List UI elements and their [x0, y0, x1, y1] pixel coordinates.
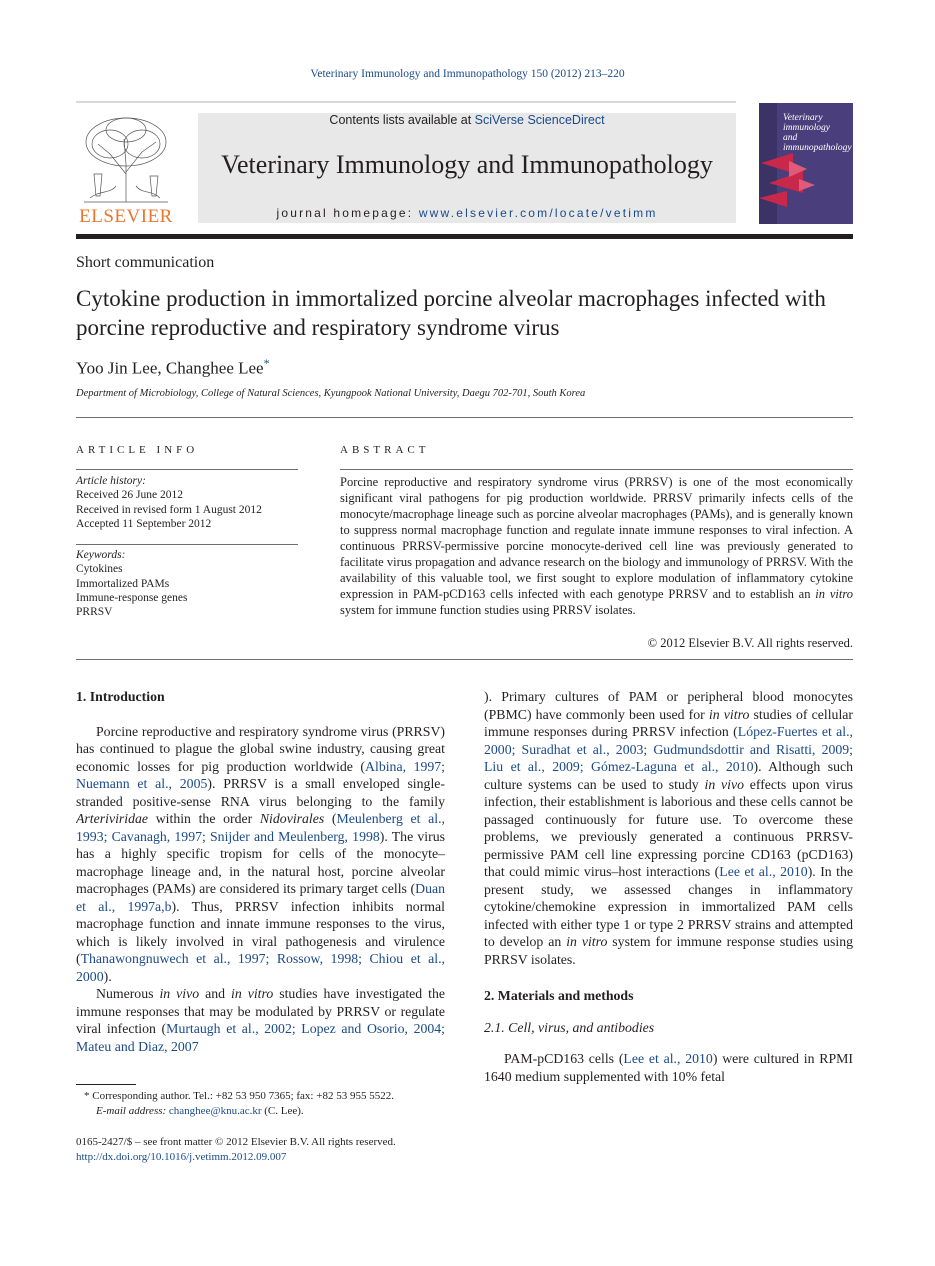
abstract-text [340, 474, 853, 618]
left-column [76, 688, 445, 1070]
abstract-heading: ABSTRACT [340, 444, 430, 456]
article-history [76, 474, 298, 531]
email-label: E-mail address: [96, 1105, 169, 1117]
journal-title: Veterinary Immunology and Immunopathology [221, 150, 713, 179]
email-link[interactable]: changhee@knu.ac.kr [168, 1105, 262, 1117]
front-matter [76, 1135, 496, 1165]
text: system for immune response studies using PRRSV isolates. [484, 934, 854, 967]
received-date: Received 26 June 2012 [76, 489, 183, 502]
text: ). In the present study, we assessed changes in inflammatory cytokine/chemokine expression in immortalized PAM cells infected with either type 1 or type 2 PRRSV strains and attempted to develop an [484, 864, 853, 949]
paragraph-spacer [484, 1036, 853, 1050]
affiliation-divider [76, 417, 853, 418]
keyword: Cytokines [76, 563, 123, 576]
cover-line: immunology [783, 123, 830, 133]
author-list [76, 356, 270, 379]
email-note [76, 1104, 456, 1119]
intro-paragraph-1 [76, 723, 445, 986]
text: Arteriviridae [76, 811, 149, 826]
text: ). Primary cultures of PAM or peripheral blood monocytes (PBMC) have commonly been used for [484, 689, 853, 722]
section-spacer [484, 968, 853, 987]
text: ). PRRSV is a small enveloped single-stranded positive-sense RNA virus belonging to the family [76, 776, 445, 809]
abstract-divider [340, 469, 853, 470]
text: ). Although such culture systems can be used to study [484, 759, 853, 792]
citation-link[interactable]: López-Fuertes et al., 2000; Suradhat et al., 2003; Gudmundsdottir and Risatti, 2009; Liu et al., 2009; Gómez-Laguna et al., 2010 [484, 724, 853, 774]
cover-line: immunopathology [783, 143, 852, 153]
abstract-part: system for immune function studies using PRRSV isolates. [340, 603, 636, 617]
intro-paragraph-2 [76, 985, 445, 1055]
text: ). Thus, PRRSV infection inhibits normal macrophage function and innate immune responses to the virus, which is likely involved in viral pathogenesis and virulence ( [76, 898, 445, 966]
citation-link[interactable]: Albina, 1997; Nuemann et al., 2005 [76, 758, 445, 791]
text: effects upon virus infection, their establishment is laborious and these cells cannot be passaged continuously for future use. To overcome these problems, we previously generated a continuous PRRSV-permissive PAM cell line expressing porcine CD163 (pCD163) that could mimic virus–host interactions ( [484, 776, 853, 879]
text: ). The virus has a highly specific tropism for cells of the monocyte–macrophage lineage and, in the natural host, porcine alveolar macrophages (PAMs) are considered its primary target cells ( [76, 828, 445, 896]
keywords-label: Keywords: [76, 549, 126, 561]
citation-link[interactable]: Meulenberg et al., 1993; Cavanagh, 1997; Snijder and Meulenberg, 1998 [76, 811, 445, 844]
journal-homepage [198, 206, 736, 220]
text: in vitro [708, 706, 750, 722]
journal-banner [198, 113, 736, 223]
citation-link[interactable]: Duan et al., 1997a,b [76, 881, 445, 914]
text: and [199, 986, 231, 1001]
article-info-heading: ARTICLE INFO [76, 444, 199, 456]
affiliation: Department of Microbiology, College of Natural Sciences, Kyungpook National University, Daegu 702-701, South Korea [76, 388, 586, 399]
citation-link[interactable]: Lee et al., 2010 [623, 1051, 713, 1066]
citation-link[interactable]: Lee et al., 2010 [719, 864, 808, 879]
keyword: PRRSV [76, 606, 113, 619]
header-divider [76, 101, 736, 103]
heading-spacer [76, 706, 445, 723]
homepage-prefix: journal homepage: [276, 206, 419, 220]
accepted-date: Accepted 11 September 2012 [76, 517, 212, 530]
info-divider [76, 469, 298, 470]
methods-heading: 2. Materials and methods [484, 988, 634, 1003]
text: ). [103, 968, 112, 984]
subheading-spacer [484, 1005, 853, 1019]
footnote-star: * [84, 1090, 90, 1102]
methods-subheading: 2.1. Cell, virus, and antibodies [484, 1019, 655, 1035]
cover-title [783, 113, 851, 153]
abstract-part: Porcine reproductive and respiratory syndrome virus (PRRSV) is one of the most economically significant viral pathogens for pig production worldwide. PRRSV primarily infects cells of the monocyte/macrophage lineage such as porcine alveolar macrophages (PAMs), and is generally known to suppress normal macrophage function and regulate innate immune responses to viral infection. A continuous PRRSV-permissive porcine monocyte-derived cell line was previously generated to facilitate virus propagation and advance research on the biology and immunology of PRRSV. With the availability of this valuable tool, we first sought to explore modulation of inflammatory cytokine expression in PAM-pCD163 cells infected with each genotype PRRSV and to establish an [340, 475, 853, 601]
keyword: Immune-response genes [76, 591, 188, 604]
elsevier-logo [76, 114, 176, 226]
right-column [484, 688, 853, 1085]
article-type: Short communication [76, 254, 215, 271]
text: in vivo [159, 986, 200, 1001]
methods-paragraph-1 [484, 1050, 853, 1085]
text: Porcine reproductive and respiratory syndrome virus (PRRSV) has continued to plague the global swine industry, causing great economic losses for pig production worldwide ( [76, 723, 445, 774]
authors: Yoo Jin Lee, Changhee Lee [76, 358, 264, 378]
cover-line: Veterinary [783, 113, 823, 123]
copyright: © 2012 Elsevier B.V. All rights reserved. [647, 636, 853, 650]
text: in vivo [704, 776, 744, 792]
corresponding-note [76, 1089, 456, 1104]
text: Numerous [96, 986, 160, 1001]
email-suffix: (C. Lee). [261, 1105, 304, 1117]
citation-link[interactable]: Thanawongnuwech et al., 1997; Rossow, 1998; Chiou et al., 2000 [76, 951, 445, 984]
cover-line: and [783, 133, 798, 143]
article-title: Cytokine production in immortalized porcine alveolar macrophages infected with porcine reproductive and respiratory syndrome virus [76, 286, 826, 340]
history-label: Article history: [76, 475, 146, 487]
corresponding-author-mark[interactable]: * [263, 356, 270, 370]
text: in vitro [566, 934, 608, 949]
citation-link[interactable]: Murtaugh et al., 2002; Lopez and Osorio, 2004; Mateu and Diaz, 2007 [76, 1021, 445, 1054]
homepage-link[interactable]: www.elsevier.com/locate/vetimm [418, 206, 658, 220]
abstract-italic: in vitro [815, 587, 853, 601]
text: in vitro [231, 986, 274, 1001]
doi-link[interactable]: http://dx.doi.org/10.1016/j.vetimm.2012.09.007 [76, 1151, 287, 1163]
publisher-name: ELSEVIER [79, 206, 173, 227]
header-rule [76, 234, 853, 239]
revised-date: Received in revised form 1 August 2012 [76, 503, 262, 516]
sciencedirect-link[interactable]: SciVerse ScienceDirect [474, 113, 605, 127]
text: ) were cultured in RPMI 1640 medium supplemented with 10% fetal [484, 1051, 853, 1084]
footnote [76, 1089, 456, 1119]
corresponding-text: Corresponding author. Tel.: +82 53 950 7365; fax: +82 53 955 5522. [89, 1090, 394, 1102]
text: within the order [148, 811, 260, 826]
text: Nidovirales [259, 811, 325, 826]
text: studies have investigated the immune responses that may be modulated by PRRSV or regulate viral infection ( [76, 986, 445, 1036]
text: studies of cellular immune responses during PRRSV infection ( [484, 706, 853, 739]
introduction-heading: 1. Introduction [76, 689, 165, 704]
tree-icon [80, 114, 172, 204]
journal-cover[interactable] [759, 103, 853, 224]
contents-availability [198, 113, 736, 127]
keywords-block [76, 548, 298, 619]
contents-prefix: Contents lists available at [329, 113, 475, 127]
text: ( [324, 811, 337, 826]
abstract-end-divider [76, 659, 853, 660]
text: PAM-pCD163 cells ( [504, 1051, 624, 1066]
issn-line: 0165-2427/$ – see front matter © 2012 Elsevier B.V. All rights reserved. [76, 1136, 396, 1148]
keywords-divider [76, 544, 298, 545]
journal-citation[interactable]: Veterinary Immunology and Immunopathology 150 (2012) 213–220 [310, 68, 625, 80]
footnote-rule [76, 1084, 136, 1085]
intro-paragraph-2-continued [484, 688, 853, 968]
keyword: Immortalized PAMs [76, 577, 170, 590]
